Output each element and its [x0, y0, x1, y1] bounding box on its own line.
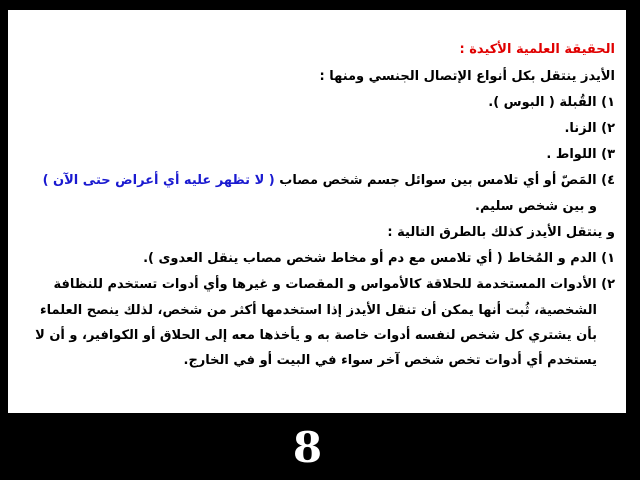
list-item-4-continuation: و بين شخص سليم. — [475, 199, 597, 214]
page-number: 8 — [292, 423, 323, 472]
other-ways-intro: و ينتقل الأيدز كذلك بالطرق التالية : — [387, 225, 615, 240]
slide — [8, 10, 626, 413]
list-item-1: ١) القُبلة ( البوس ). — [488, 95, 615, 110]
other-way-2-line-4: يستخدم أي أدوات تخص شخص آخر سواء في البيت أو في الخارج. — [183, 353, 597, 368]
list-item-4 — [16, 173, 615, 199]
slide-title: الحقيقة العلمية الأكيدة : — [459, 42, 615, 57]
other-way-2-line-2: الشخصية، ثُبت أنها يمكن أن تنقل الأيدز إذا استخدمها أكثر من شخص، لذلك ينصح العلماء — [39, 303, 597, 318]
list-item-3: ٣) اللواط . — [546, 147, 615, 162]
other-way-2-line-3: بأن يشتري كل شخص لنفسه أدوات خاصة به و يأخذها معه إلى الحلاق أو الكوافير، و أن لا — [35, 328, 597, 343]
list-item-4-text: ٤) المَصّ أو أي تلامس بين سوائل جسم شخص مصاب — [279, 173, 615, 188]
list-item-4-note: ( لا تظهر عليه أي أعراض حتى الآن ) — [42, 173, 275, 188]
intro-line: الأيدز ينتقل بكل أنواع الإتصال الجنسي ومنها : — [319, 69, 615, 84]
list-item-2: ٢) الزنا. — [564, 121, 615, 136]
slide-content — [8, 10, 626, 378]
other-way-1: ١) الدم و المُخاط ( أي تلامس مع دم أو مخاط شخص مصاب ينقل العدوى ). — [143, 251, 615, 266]
other-way-2: ٢) الأدوات المستخدمة للحلاقة كالأمواس و المقصات و غيرها وأي أدوات تستخدم للنظافة — [53, 277, 615, 292]
